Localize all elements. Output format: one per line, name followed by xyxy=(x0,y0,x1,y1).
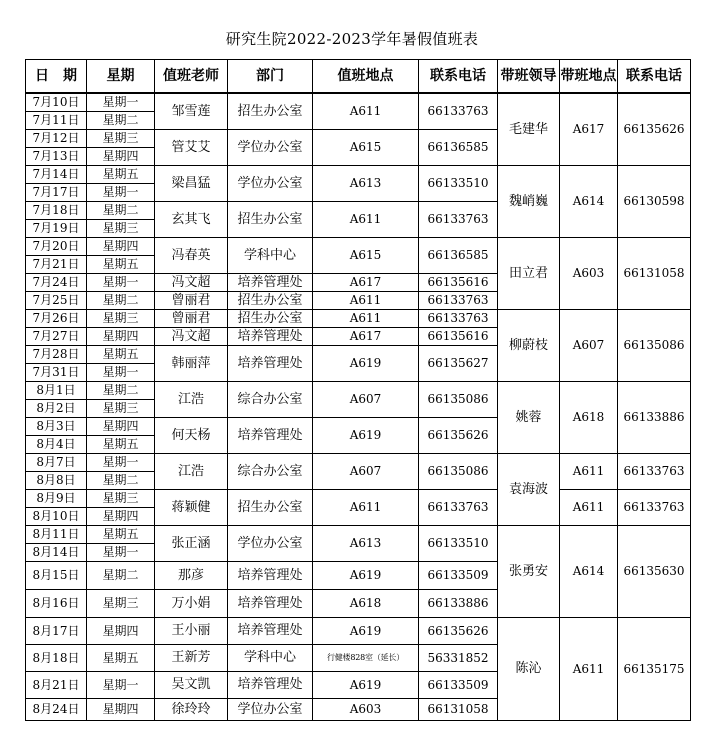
date-cell: 7月21日 xyxy=(26,255,87,273)
weekday-cell: 星期一 xyxy=(87,671,155,698)
header-location: 值班地点 xyxy=(313,60,419,94)
weekday-cell: 星期二 xyxy=(87,471,155,489)
leader-location-cell: A617 xyxy=(560,93,618,165)
weekday-cell: 星期三 xyxy=(87,129,155,147)
weekday-cell: 星期二 xyxy=(87,201,155,219)
location-cell: 行健楼828室（延长） xyxy=(313,644,419,671)
weekday-cell: 星期三 xyxy=(87,309,155,327)
teacher-cell: 万小娟 xyxy=(155,589,228,617)
weekday-cell: 星期五 xyxy=(87,165,155,183)
weekday-cell: 星期五 xyxy=(87,345,155,363)
table-row xyxy=(26,93,691,111)
table-row xyxy=(26,237,691,255)
phone-cell: 66135626 xyxy=(419,417,498,453)
dept-cell: 综合办公室 xyxy=(228,453,313,489)
table-row xyxy=(26,617,691,644)
dept-cell: 学位办公室 xyxy=(228,129,313,165)
weekday-cell: 星期一 xyxy=(87,453,155,471)
date-cell: 7月12日 xyxy=(26,129,87,147)
leader-phone-cell: 66130598 xyxy=(618,165,691,237)
header-date: 日 期 xyxy=(26,60,87,94)
date-cell: 8月24日 xyxy=(26,698,87,720)
dept-cell: 培养管理处 xyxy=(228,417,313,453)
date-cell: 8月1日 xyxy=(26,381,87,399)
dept-cell: 学科中心 xyxy=(228,237,313,273)
weekday-cell: 星期三 xyxy=(87,399,155,417)
date-cell: 8月10日 xyxy=(26,507,87,525)
weekday-cell: 星期一 xyxy=(87,93,155,111)
date-cell: 8月3日 xyxy=(26,417,87,435)
phone-cell: 66133509 xyxy=(419,671,498,698)
date-cell: 7月14日 xyxy=(26,165,87,183)
weekday-cell: 星期四 xyxy=(87,698,155,720)
phone-cell: 66133763 xyxy=(419,201,498,237)
date-cell: 7月28日 xyxy=(26,345,87,363)
dept-cell: 招生办公室 xyxy=(228,201,313,237)
weekday-cell: 星期四 xyxy=(87,147,155,165)
header-leader-phone: 联系电话 xyxy=(618,60,691,94)
phone-cell: 66133763 xyxy=(419,489,498,525)
date-cell: 7月13日 xyxy=(26,147,87,165)
location-cell: A611 xyxy=(313,291,419,309)
dept-cell: 学位办公室 xyxy=(228,698,313,720)
date-cell: 7月20日 xyxy=(26,237,87,255)
date-cell: 8月2日 xyxy=(26,399,87,417)
weekday-cell: 星期一 xyxy=(87,273,155,291)
weekday-cell: 星期五 xyxy=(87,255,155,273)
location-cell: A613 xyxy=(313,165,419,201)
date-cell: 7月19日 xyxy=(26,219,87,237)
teacher-cell: 冯文超 xyxy=(155,327,228,345)
phone-cell: 66133509 xyxy=(419,561,498,589)
phone-cell: 66133763 xyxy=(419,309,498,327)
date-cell: 7月11日 xyxy=(26,111,87,129)
table-row xyxy=(26,489,691,507)
phone-cell: 66133763 xyxy=(419,291,498,309)
phone-cell: 66135627 xyxy=(419,345,498,381)
leader-name-cell: 姚蓉 xyxy=(498,381,560,453)
date-cell: 8月18日 xyxy=(26,644,87,671)
teacher-cell: 梁昌猛 xyxy=(155,165,228,201)
leader-name-cell: 魏峭巍 xyxy=(498,165,560,237)
leader-phone-cell: 66133763 xyxy=(618,453,691,489)
location-cell: A617 xyxy=(313,273,419,291)
phone-cell: 66136585 xyxy=(419,129,498,165)
date-cell: 7月26日 xyxy=(26,309,87,327)
teacher-cell: 吴文凯 xyxy=(155,671,228,698)
weekday-cell: 星期二 xyxy=(87,111,155,129)
dept-cell: 培养管理处 xyxy=(228,589,313,617)
weekday-cell: 星期二 xyxy=(87,291,155,309)
dept-cell: 学科中心 xyxy=(228,644,313,671)
teacher-cell: 曾丽君 xyxy=(155,309,228,327)
location-cell: A613 xyxy=(313,525,419,561)
date-cell: 8月14日 xyxy=(26,543,87,561)
teacher-cell: 江浩 xyxy=(155,453,228,489)
teacher-cell: 何天杨 xyxy=(155,417,228,453)
leader-name-cell: 柳蔚枝 xyxy=(498,309,560,381)
teacher-cell: 那彦 xyxy=(155,561,228,589)
date-cell: 8月8日 xyxy=(26,471,87,489)
header-row xyxy=(26,60,691,94)
teacher-cell: 张正涵 xyxy=(155,525,228,561)
header-weekday: 星期 xyxy=(87,60,155,94)
teacher-cell: 王小丽 xyxy=(155,617,228,644)
dept-cell: 培养管理处 xyxy=(228,617,313,644)
weekday-cell: 星期二 xyxy=(87,381,155,399)
phone-cell: 66135616 xyxy=(419,273,498,291)
weekday-cell: 星期三 xyxy=(87,489,155,507)
weekday-cell: 星期四 xyxy=(87,237,155,255)
header-leader: 带班领导 xyxy=(498,60,560,94)
duty-roster-table xyxy=(25,59,691,721)
leader-name-cell: 田立君 xyxy=(498,237,560,309)
date-cell: 8月11日 xyxy=(26,525,87,543)
location-cell: A615 xyxy=(313,237,419,273)
teacher-cell: 韩丽萍 xyxy=(155,345,228,381)
dept-cell: 培养管理处 xyxy=(228,327,313,345)
leader-phone-cell: 66131058 xyxy=(618,237,691,309)
location-cell: A619 xyxy=(313,617,419,644)
location-cell: A611 xyxy=(313,201,419,237)
teacher-cell: 管艾艾 xyxy=(155,129,228,165)
leader-name-cell: 毛建华 xyxy=(498,93,560,165)
teacher-cell: 曾丽君 xyxy=(155,291,228,309)
dept-cell: 培养管理处 xyxy=(228,345,313,381)
table-row xyxy=(26,381,691,399)
teacher-cell: 江浩 xyxy=(155,381,228,417)
date-cell: 8月16日 xyxy=(26,589,87,617)
teacher-cell: 蒋颖健 xyxy=(155,489,228,525)
leader-phone-cell: 66135175 xyxy=(618,617,691,720)
weekday-cell: 星期二 xyxy=(87,561,155,589)
leader-location-cell: A614 xyxy=(560,165,618,237)
header-teacher: 值班老师 xyxy=(155,60,228,94)
leader-phone-cell: 66133886 xyxy=(618,381,691,453)
location-cell: A611 xyxy=(313,309,419,327)
phone-cell: 56331852 xyxy=(419,644,498,671)
leader-location-cell: A611 xyxy=(560,453,618,489)
leader-phone-cell: 66133763 xyxy=(618,489,691,525)
phone-cell: 66133763 xyxy=(419,93,498,129)
location-cell: A619 xyxy=(313,561,419,589)
leader-location-cell: A603 xyxy=(560,237,618,309)
weekday-cell: 星期四 xyxy=(87,617,155,644)
date-cell: 8月7日 xyxy=(26,453,87,471)
table-row xyxy=(26,165,691,183)
date-cell: 8月21日 xyxy=(26,671,87,698)
location-cell: A607 xyxy=(313,453,419,489)
date-cell: 8月4日 xyxy=(26,435,87,453)
date-cell: 8月9日 xyxy=(26,489,87,507)
phone-cell: 66135086 xyxy=(419,381,498,417)
weekday-cell: 星期三 xyxy=(87,589,155,617)
leader-phone-cell: 66135086 xyxy=(618,309,691,381)
roster-body xyxy=(26,93,691,720)
location-cell: A619 xyxy=(313,417,419,453)
weekday-cell: 星期一 xyxy=(87,543,155,561)
leader-location-cell: A614 xyxy=(560,525,618,617)
phone-cell: 66133510 xyxy=(419,525,498,561)
dept-cell: 培养管理处 xyxy=(228,671,313,698)
header-leader-location: 带班地点 xyxy=(560,60,618,94)
location-cell: A615 xyxy=(313,129,419,165)
weekday-cell: 星期五 xyxy=(87,435,155,453)
location-cell: A618 xyxy=(313,589,419,617)
page-title: 研究生院2022-2023学年暑假值班表 xyxy=(225,30,479,48)
phone-cell: 66131058 xyxy=(419,698,498,720)
header-dept: 部门 xyxy=(228,60,313,94)
leader-location-cell: A607 xyxy=(560,309,618,381)
location-cell: A603 xyxy=(313,698,419,720)
phone-cell: 66135616 xyxy=(419,327,498,345)
weekday-cell: 星期五 xyxy=(87,525,155,543)
dept-cell: 招生办公室 xyxy=(228,291,313,309)
date-cell: 8月17日 xyxy=(26,617,87,644)
header-phone: 联系电话 xyxy=(419,60,498,94)
location-cell: A619 xyxy=(313,345,419,381)
dept-cell: 学位办公室 xyxy=(228,165,313,201)
dept-cell: 招生办公室 xyxy=(228,309,313,327)
date-cell: 8月15日 xyxy=(26,561,87,589)
teacher-cell: 冯春英 xyxy=(155,237,228,273)
location-cell: A607 xyxy=(313,381,419,417)
teacher-cell: 冯文超 xyxy=(155,273,228,291)
dept-cell: 综合办公室 xyxy=(228,381,313,417)
phone-cell: 66135086 xyxy=(419,453,498,489)
phone-cell: 66133886 xyxy=(419,589,498,617)
weekday-cell: 星期五 xyxy=(87,644,155,671)
teacher-cell: 王新芳 xyxy=(155,644,228,671)
weekday-cell: 星期一 xyxy=(87,363,155,381)
location-cell: A611 xyxy=(313,489,419,525)
weekday-cell: 星期三 xyxy=(87,219,155,237)
leader-phone-cell: 66135626 xyxy=(618,93,691,165)
leader-name-cell: 张勇安 xyxy=(498,525,560,617)
location-cell: A619 xyxy=(313,671,419,698)
teacher-cell: 邹雪莲 xyxy=(155,93,228,129)
location-cell: A617 xyxy=(313,327,419,345)
leader-name-cell: 袁海波 xyxy=(498,453,560,525)
weekday-cell: 星期一 xyxy=(87,183,155,201)
leader-location-cell: A618 xyxy=(560,381,618,453)
teacher-cell: 徐玲玲 xyxy=(155,698,228,720)
leader-location-cell: A611 xyxy=(560,617,618,720)
date-cell: 7月18日 xyxy=(26,201,87,219)
phone-cell: 66135626 xyxy=(419,617,498,644)
table-row xyxy=(26,453,691,471)
weekday-cell: 星期四 xyxy=(87,507,155,525)
dept-cell: 学位办公室 xyxy=(228,525,313,561)
weekday-cell: 星期四 xyxy=(87,327,155,345)
phone-cell: 66136585 xyxy=(419,237,498,273)
date-cell: 7月25日 xyxy=(26,291,87,309)
date-cell: 7月10日 xyxy=(26,93,87,111)
teacher-cell: 玄其飞 xyxy=(155,201,228,237)
dept-cell: 招生办公室 xyxy=(228,489,313,525)
dept-cell: 培养管理处 xyxy=(228,273,313,291)
weekday-cell: 星期四 xyxy=(87,417,155,435)
date-cell: 7月24日 xyxy=(26,273,87,291)
date-cell: 7月17日 xyxy=(26,183,87,201)
leader-phone-cell: 66135630 xyxy=(618,525,691,617)
table-row xyxy=(26,309,691,327)
dept-cell: 招生办公室 xyxy=(228,93,313,129)
date-cell: 7月31日 xyxy=(26,363,87,381)
dept-cell: 培养管理处 xyxy=(228,561,313,589)
phone-cell: 66133510 xyxy=(419,165,498,201)
table-row xyxy=(26,525,691,543)
location-cell: A611 xyxy=(313,93,419,129)
date-cell: 7月27日 xyxy=(26,327,87,345)
leader-name-cell: 陈沁 xyxy=(498,617,560,720)
leader-location-cell: A611 xyxy=(560,489,618,525)
